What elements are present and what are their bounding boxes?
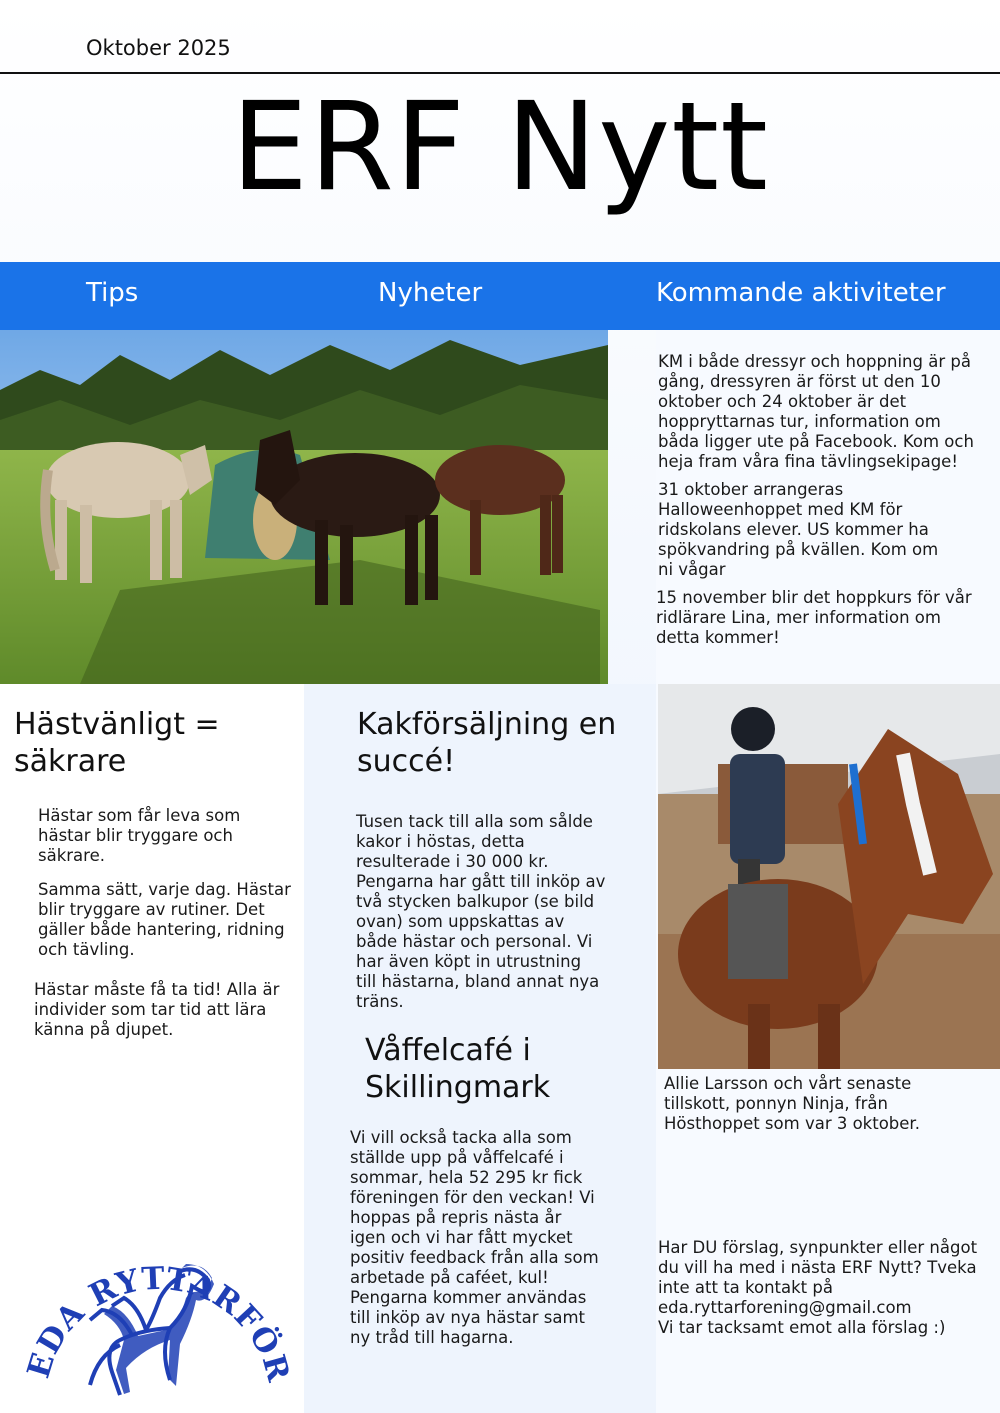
tips-paragraph-3: Hästar måste få ta tid! Alla är individer som tar tid att lära känna på djupet.: [34, 980, 280, 1039]
nav-item-kommande-aktiviteter[interactable]: Kommande aktiviteter: [656, 278, 946, 308]
contact-text: Har DU förslag, synpunkter eller något du vill ha med i nästa ERF Nytt? Tveka inte att ta kontakt på: [658, 1238, 978, 1297]
svg-text:EDA RYTTARFÖRENING: [20, 1180, 290, 1386]
contact-email-link[interactable]: eda.ryttarforening@gmail.com: [658, 1298, 912, 1317]
contact-thanks: Vi tar tacksamt emot alla förslag :): [658, 1318, 946, 1337]
issue-date: Oktober 2025: [86, 36, 231, 60]
logo-text: EDA RYTTARFÖ: [20, 1260, 287, 1383]
rider-photo-caption: Allie Larsson och vårt senaste tillskott, ponnyn Ninja, från Hösthoppet som var 3 oktober.: [664, 1074, 920, 1133]
upcoming-paragraph-2: 31 oktober arrangeras Halloweenhoppet med KM för ridskolans elever. US kommer ha spökvandring på kvällen. Kom om ni vågar: [658, 480, 939, 579]
tips-headline: Hästvänligt = säkrare: [14, 707, 220, 779]
tips-paragraph-1: Hästar som får leva som hästar blir tryggare och säkrare.: [38, 806, 241, 865]
upcoming-paragraph-3: 15 november blir det hoppkurs för vår ridlärare Lina, mer information om detta kommer!: [656, 588, 972, 647]
page-title: ERF Nytt: [231, 76, 769, 218]
horses-in-pasture-image: [0, 330, 608, 684]
news-body-waffle-cafe: Vi vill också tacka alla som ställde upp på våffelcafé i sommar, hela 52 295 kr fick föreningen för den veckan! Vi hoppas på repris nästa år igen och vi har fått mycket positiv feedback från alla som arbetade på caféet, kul! Pengarna kommer användas till inköp av nya hästar samt ny tråd till hagarna.: [350, 1128, 599, 1347]
tips-paragraph-2: Samma sätt, varje dag. Hästar blir tryggare av rutiner. Det gäller både hantering, ridning och tävling.: [38, 880, 291, 959]
eda-ryttarforening-logo: [20, 1180, 290, 1405]
nav-item-tips[interactable]: Tips: [86, 278, 139, 308]
rider-on-pony-image: [658, 684, 1000, 1069]
nav-item-nyheter[interactable]: Nyheter: [378, 278, 483, 308]
news-body-cake-sale: Tusen tack till alla som sålde kakor i höstas, detta resulterade i 30 000 kr. Pengarna har gått till inköp av två stycken balkupor (se bild ovan) som uppskattas av både hästar och personal. Vi har även köpt in utrustning till hästarna, bland annat nya träns.: [356, 812, 606, 1011]
upcoming-paragraph-1: KM i både dressyr och hoppning är på gång, dressyren är först ut den 10 oktober och 24 oktober är det hoppryttarnas tur, information om båda ligger ute på Facebook. Kom och heja fram våra fina tävlingsekipage!: [658, 352, 974, 471]
news-headline-waffle-cafe: Våffelcafé i Skillingmark: [365, 1033, 551, 1105]
news-headline-cake-sale: Kakförsäljning en succé!: [357, 707, 617, 779]
